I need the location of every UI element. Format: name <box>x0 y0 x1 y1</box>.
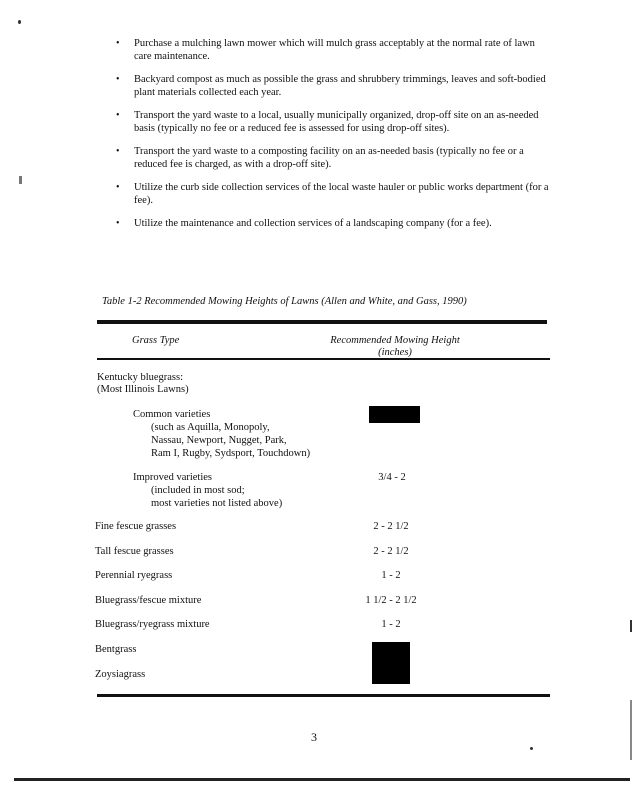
redaction-block <box>372 642 410 684</box>
table-caption: Table 1-2 Recommended Mowing Heights of Lawns (Allen and White, and Gass, 1990) <box>102 296 467 307</box>
bullet-item: • Utilize the curb side collection services of the local waste hauler or public works department (for a fee). <box>112 182 552 207</box>
improved-varieties-detail: (included in most sod; <box>151 485 245 496</box>
bullet-item: • Transport the yard waste to a local, usually municipally organized, drop-off site on an as-needed basis (typically no fee or a reduced fee is assessed for using drop-off sites). <box>112 110 552 135</box>
bullet-item: • Backyard compost as much as possible the grass and shrubbery trimmings, leaves and soft-bodied plant materials collected each year. <box>112 74 552 99</box>
scan-speck <box>530 747 533 750</box>
table-row-grass: Perennial ryegrass <box>95 570 173 581</box>
bullet-item: • Utilize the maintenance and collection services of a landscaping company (for a fee). <box>112 218 552 231</box>
scan-speck <box>630 700 632 760</box>
table-bottom-rule <box>97 694 550 697</box>
bentgrass-label: Bentgrass <box>95 644 137 655</box>
improved-varieties-label: Improved varieties <box>133 472 213 483</box>
scan-speck <box>19 176 22 184</box>
redaction-block <box>369 406 420 423</box>
column-header-grass-type: Grass Type <box>132 335 180 346</box>
common-varieties-label: Common varieties <box>133 409 211 420</box>
scan-speck <box>18 20 21 24</box>
scan-bottom-edge <box>14 778 630 781</box>
scan-speck <box>630 620 632 632</box>
table-row-grass: Fine fescue grasses <box>95 521 177 532</box>
table-row-height: 2 - 2 1/2 <box>373 521 409 532</box>
table-row-height: 1 - 2 <box>381 619 401 630</box>
page-number: 3 <box>311 730 317 744</box>
table-row-height: 1 1/2 - 2 1/2 <box>365 595 417 606</box>
table-row-grass: Bluegrass/ryegrass mixture <box>95 619 210 630</box>
kentucky-bluegrass-label: Kentucky bluegrass: <box>97 372 184 383</box>
bullet-list <box>112 38 552 242</box>
column-header-mowing-height <box>310 335 480 359</box>
common-varieties-detail: Nassau, Newport, Nugget, Park, <box>151 435 287 446</box>
bullet-item: • Transport the yard waste to a composting facility on an as-needed basis (typically no fee or a reduced fee is charged, as with a drop-off site). <box>112 146 552 171</box>
zoysiagrass-label: Zoysiagrass <box>95 669 146 680</box>
table-row-grass: Bluegrass/fescue mixture <box>95 595 202 606</box>
table-top-rule <box>97 320 547 324</box>
improved-varieties-detail: most varieties not listed above) <box>151 498 283 509</box>
common-varieties-detail: (such as Aquilla, Monopoly, <box>151 422 270 433</box>
table-header-rule <box>97 358 550 360</box>
improved-varieties-height: 3/4 - 2 <box>378 472 406 483</box>
table-row-height: 1 - 2 <box>381 570 401 581</box>
table-row-height: 2 - 2 1/2 <box>373 546 409 557</box>
column-header-mowing-height-line1: Recommended Mowing Height <box>330 335 460 346</box>
column-header-mowing-height-line2: (inches) <box>378 347 412 358</box>
kentucky-bluegrass-note: (Most Illinois Lawns) <box>97 384 189 395</box>
common-varieties-detail: Ram I, Rugby, Sydsport, Touchdown) <box>151 448 311 459</box>
table-row-grass: Tall fescue grasses <box>95 546 174 557</box>
bullet-item: • Purchase a mulching lawn mower which will mulch grass acceptably at the normal rate of lawn care maintenance. <box>112 38 552 63</box>
